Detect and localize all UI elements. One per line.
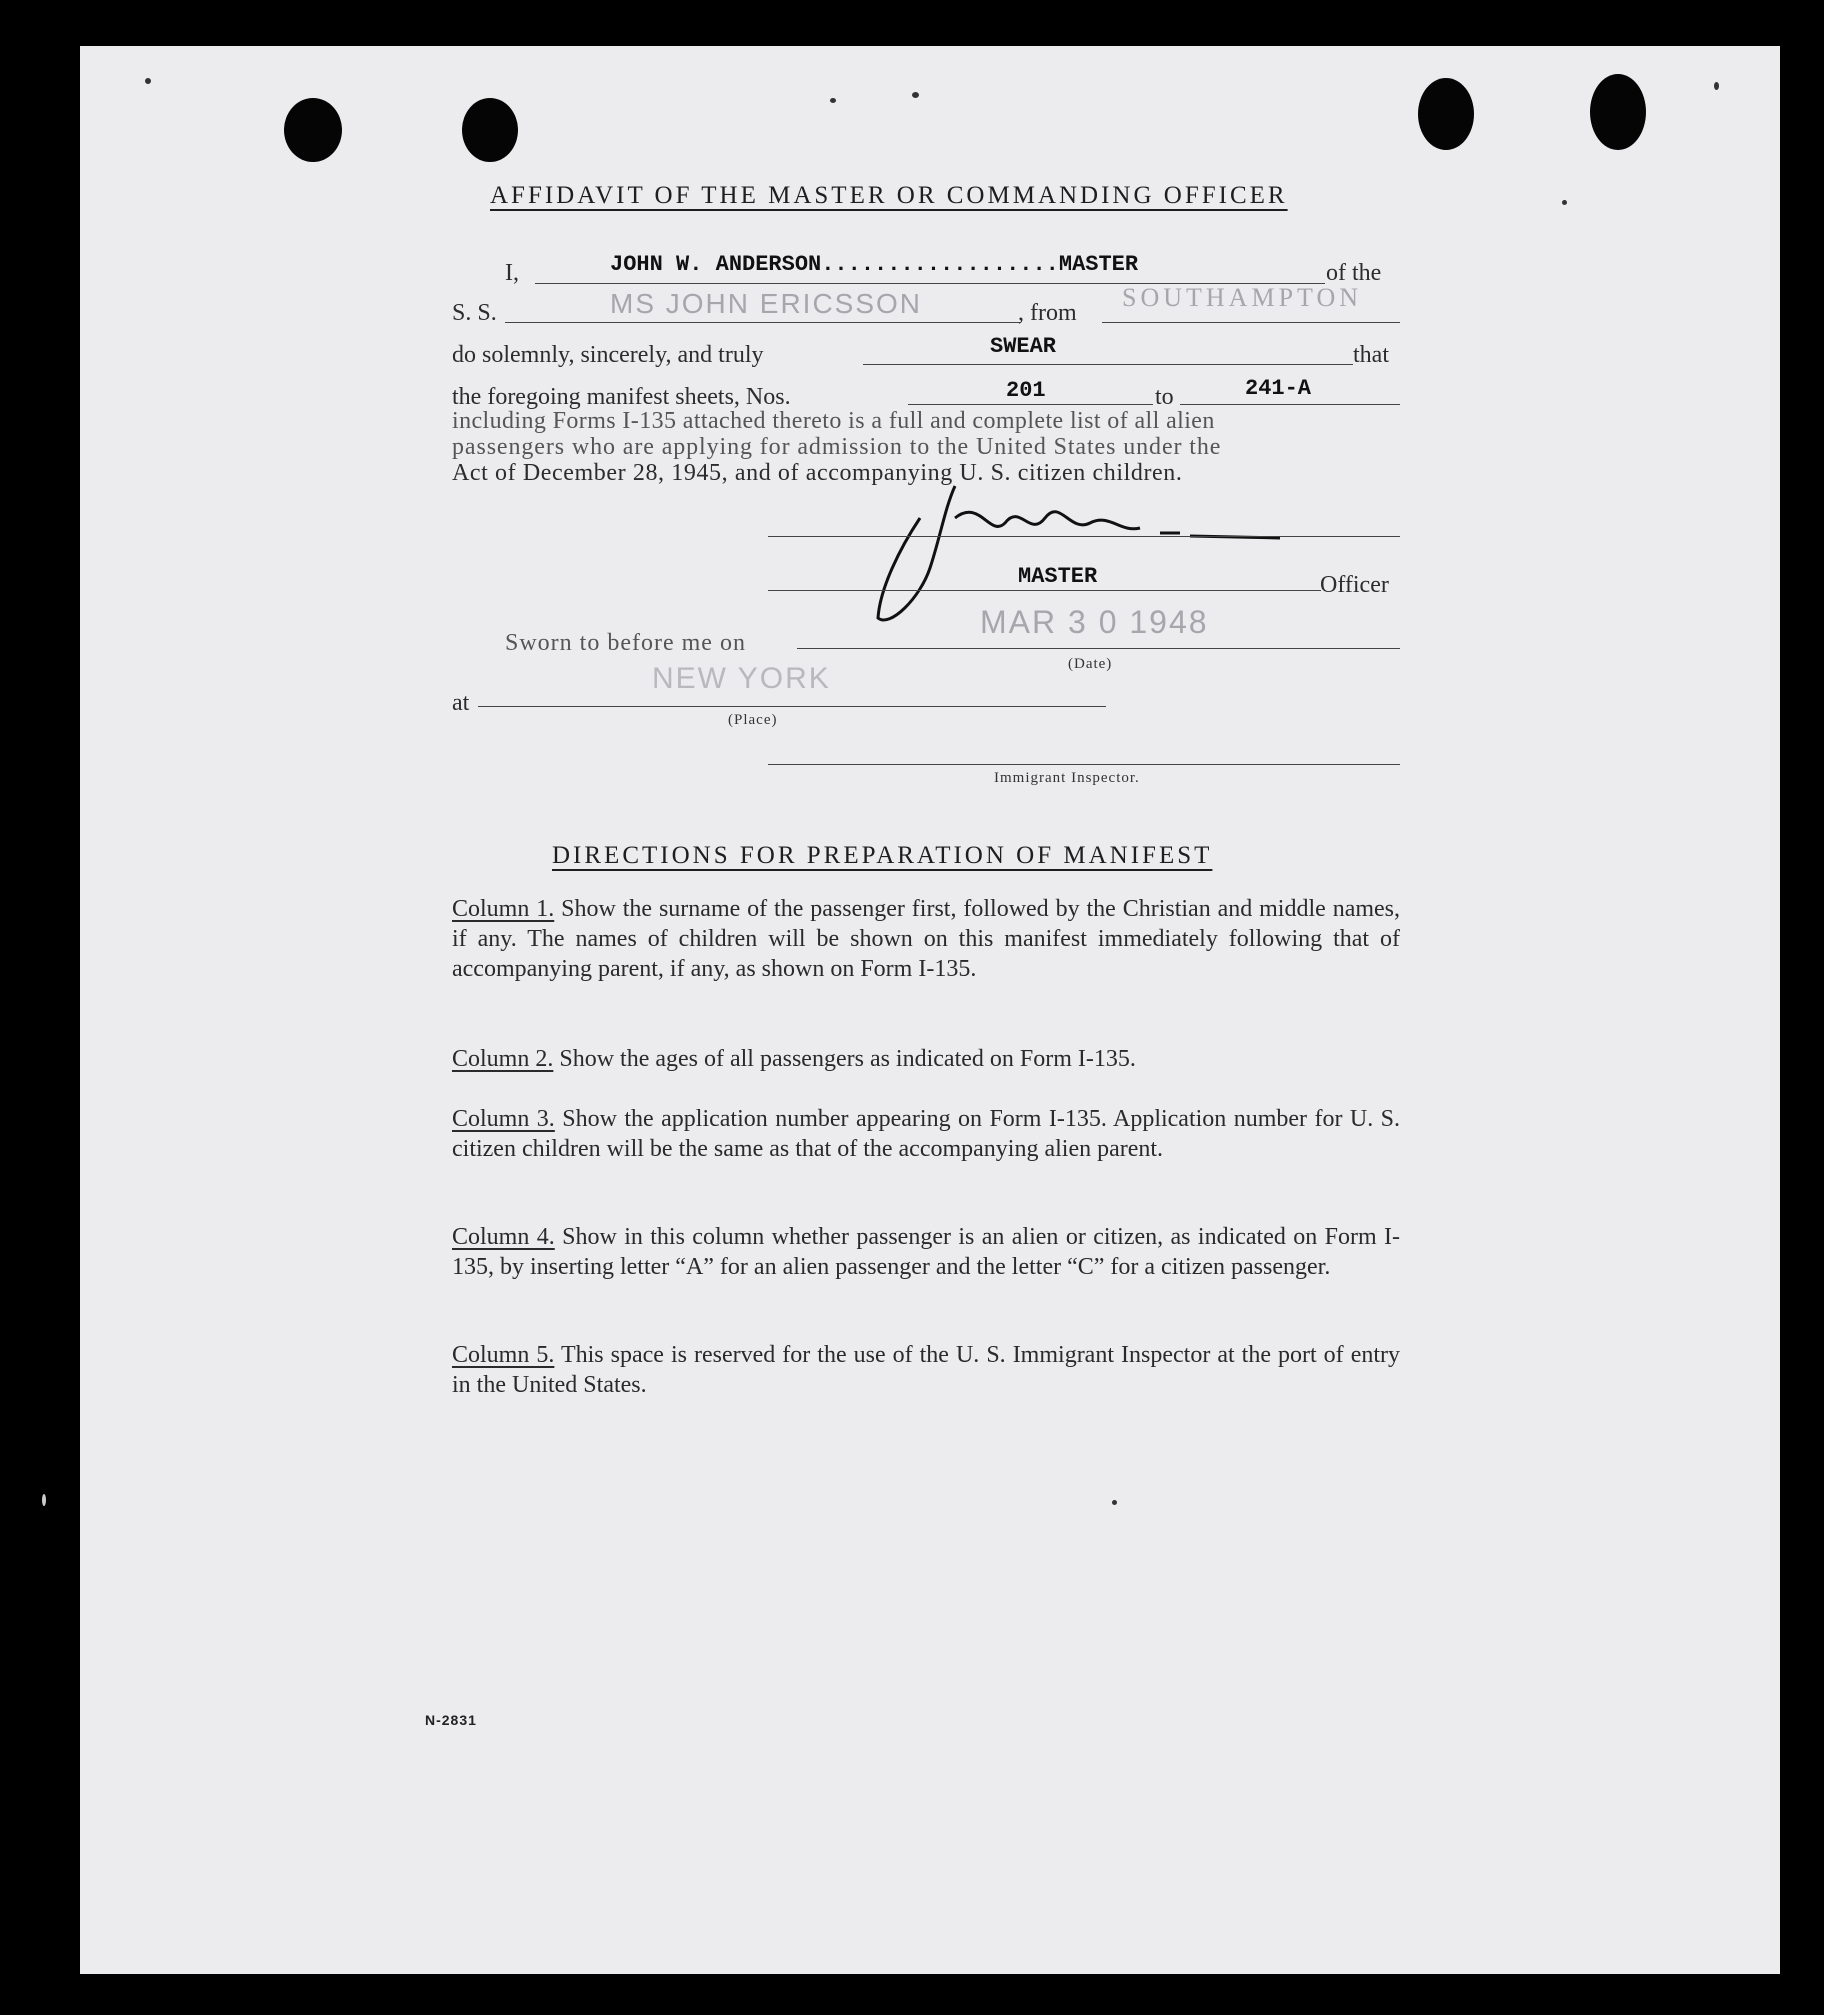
foregoing-text: the foregoing manifest sheets, Nos.: [452, 384, 791, 410]
date-line: [797, 648, 1400, 649]
i-label: I,: [505, 260, 519, 286]
nos-to-line: [1180, 404, 1400, 405]
column-4-text: Show in this column whether passenger is an alien or citizen, as indicated on Form I-135, by inserting letter “A” for an alien passenger and the letter “C” for a citizen passenger.: [452, 1224, 1401, 1280]
speck: [912, 92, 919, 98]
place-caption: (Place): [728, 712, 778, 728]
affidavit-title: AFFIDAVIT OF THE MASTER OR COMMANDING OFFICER: [490, 182, 1288, 209]
punch-hole-4: [1590, 74, 1646, 150]
column-5-paragraph: [452, 1340, 1400, 1400]
place-line: [478, 706, 1106, 707]
speck: [830, 98, 836, 103]
ship-name-stamp: MS JOHN ERICSSON: [610, 288, 923, 319]
column-3-text: Show the application number appearing on Form I-135. Application number for U. S. citizen children will be the same as that of the accompanying alien parent.: [452, 1106, 1401, 1162]
nos-from: 201: [1006, 378, 1046, 403]
speck: [1112, 1500, 1117, 1505]
from-line: [1102, 322, 1400, 323]
place-stamp: NEW YORK: [652, 662, 831, 695]
column-4-paragraph: [452, 1222, 1400, 1282]
body-line-2: passengers who are applying for admission to the United States under the: [452, 434, 1222, 460]
speck: [1562, 200, 1567, 205]
master-name: JOHN W. ANDERSON..................MASTER: [610, 252, 1139, 277]
column-2-label: Column 2.: [452, 1046, 554, 1072]
date-stamp: MAR 3 0 1948: [980, 604, 1209, 640]
ship-line: [505, 322, 1020, 323]
inspector-line: [768, 764, 1400, 765]
form-number: N-2831: [425, 1712, 477, 1728]
column-2-text: Show the ages of all passengers as indicated on Form I-135.: [559, 1046, 1136, 1072]
punch-hole-1: [284, 98, 342, 162]
nos-to: 241-A: [1245, 376, 1312, 401]
at-label: at: [452, 690, 470, 716]
that-label: that: [1353, 342, 1389, 368]
date-caption: (Date): [1068, 656, 1113, 672]
column-5-text: This space is reserved for the use of the U. S. Immigrant Inspector at the port of entry in the United States.: [452, 1342, 1401, 1398]
column-1-text: Show the surname of the passenger first, followed by the Christian and middle names, if any. The names of children will be shown on this manifest immediately following that of accompanying parent, if any, as shown on Form I-135.: [452, 896, 1401, 982]
officer-title: MASTER: [1018, 564, 1098, 589]
swear-line: [863, 364, 1353, 365]
of-the-label: of the: [1326, 260, 1382, 286]
column-1-label: Column 1.: [452, 896, 555, 922]
directions-title: DIRECTIONS FOR PREPARATION OF MANIFEST: [552, 842, 1213, 869]
body-line-3: Act of December 28, 1945, and of accompanying U. S. citizen children.: [452, 460, 1183, 486]
inspector-caption: Immigrant Inspector.: [994, 770, 1140, 786]
officer-line: [768, 590, 1321, 591]
from-port-stamp: SOUTHAMPTON: [1122, 283, 1362, 312]
column-3-paragraph: [452, 1104, 1400, 1164]
officer-label: Officer: [1320, 572, 1389, 598]
column-4-label: Column 4.: [452, 1224, 555, 1250]
ss-label: S. S.: [452, 300, 497, 326]
speck: [42, 1494, 46, 1506]
to-label: to: [1155, 384, 1174, 410]
column-5-label: Column 5.: [452, 1342, 555, 1368]
sworn-text: Sworn to before me on: [505, 630, 746, 656]
punch-hole-3: [1418, 78, 1474, 150]
solemnly-text: do solemnly, sincerely, and truly: [452, 342, 764, 368]
column-1-paragraph: [452, 894, 1400, 984]
column-3-label: Column 3.: [452, 1106, 555, 1132]
document-page: [80, 46, 1780, 1974]
body-line-1: including Forms I-135 attached thereto is a full and complete list of all alien: [452, 408, 1215, 434]
speck: [1714, 82, 1719, 90]
from-label: , from: [1018, 300, 1077, 326]
swear-text: SWEAR: [990, 334, 1057, 359]
punch-hole-2: [462, 98, 518, 162]
signature-line: [768, 536, 1400, 537]
column-2-paragraph: [452, 1044, 1400, 1074]
speck: [145, 78, 151, 84]
nos-from-line: [908, 404, 1153, 405]
